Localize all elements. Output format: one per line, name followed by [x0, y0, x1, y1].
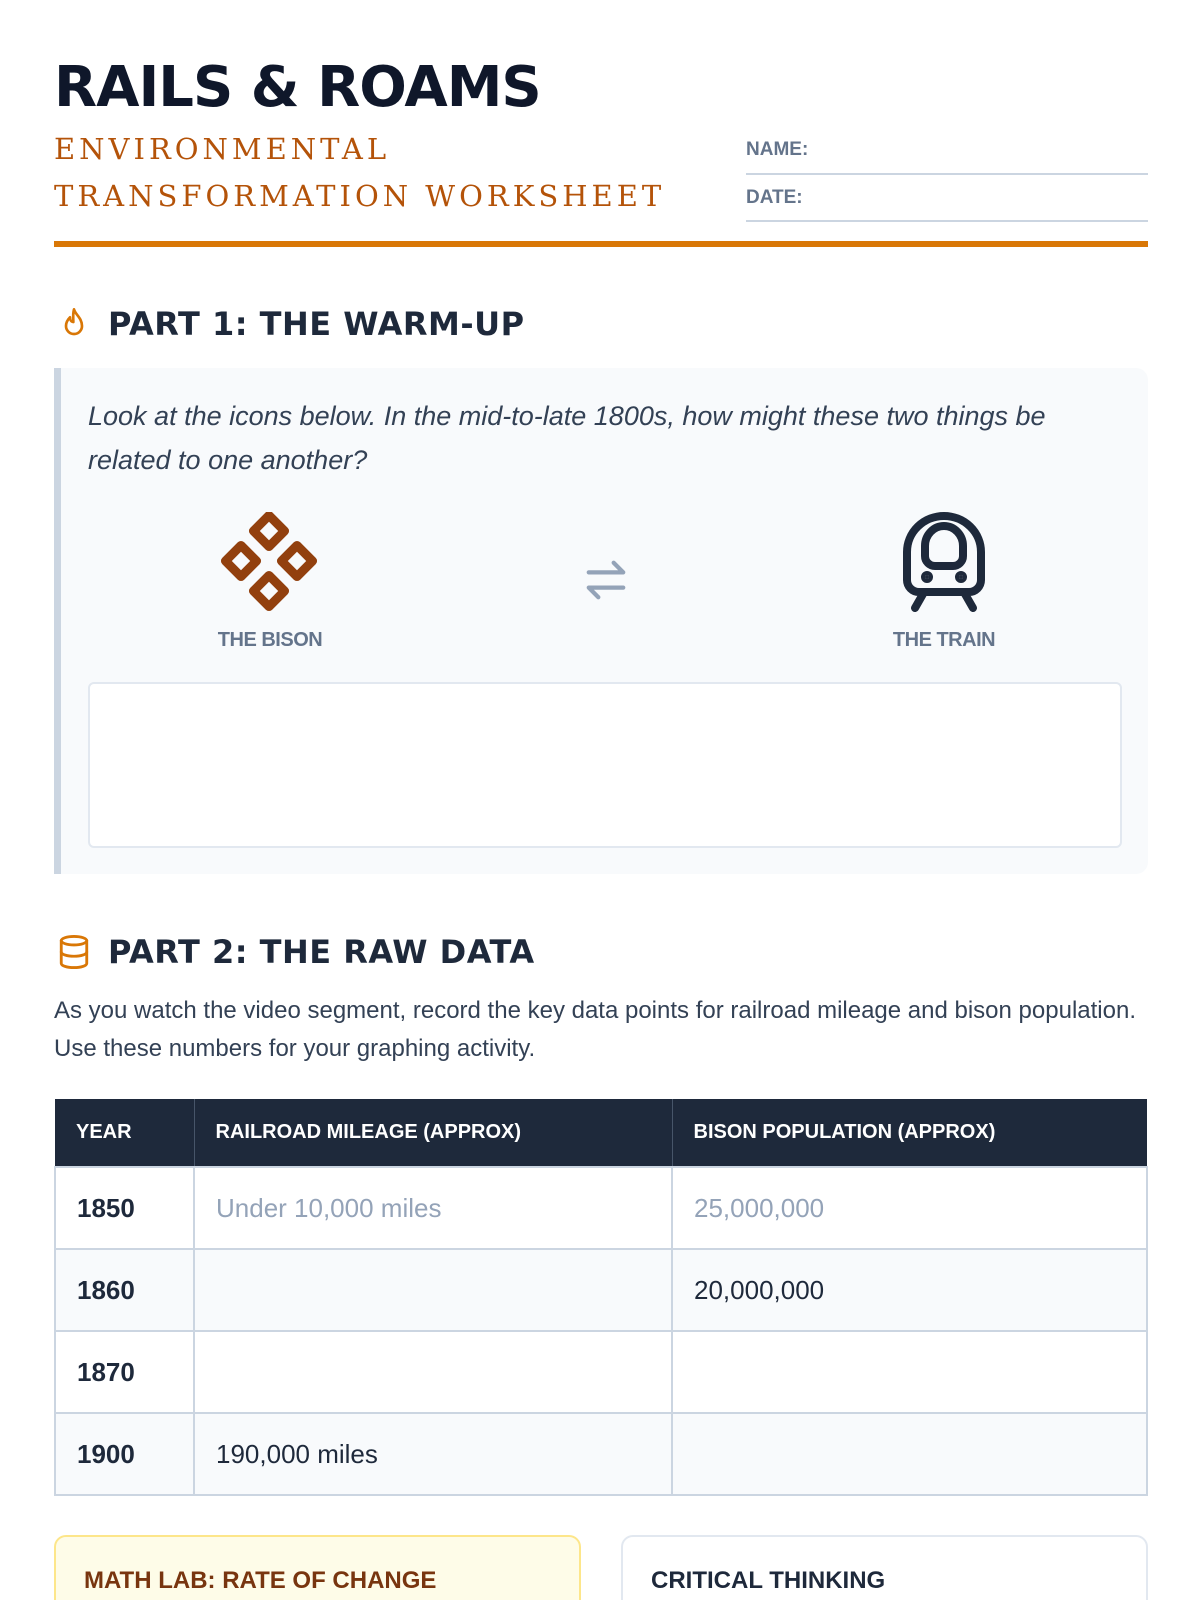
header-divider	[54, 241, 1148, 247]
bison-icon	[220, 512, 320, 617]
name-label: NAME:	[746, 138, 809, 160]
student-info	[746, 126, 1148, 222]
page-title: RAILS & ROAMS	[54, 55, 541, 120]
worksheet-header	[54, 56, 1148, 246]
table-row	[55, 1331, 1147, 1413]
year-cell: 1870	[55, 1331, 194, 1413]
year-cell: 1900	[55, 1413, 194, 1495]
data-table	[54, 1099, 1148, 1496]
column-header-mileage: RAILROAD MILEAGE (APPROX)	[194, 1099, 672, 1167]
bison-item	[210, 512, 330, 652]
exchange-arrows-icon	[578, 554, 634, 606]
database-icon	[54, 932, 94, 972]
bison-cell: 25,000,000	[672, 1167, 1147, 1249]
date-field[interactable]	[746, 175, 1148, 222]
train-item	[882, 512, 1006, 652]
critical-thinking-title: CRITICAL THINKING	[651, 1567, 886, 1594]
page-subtitle: ENVIRONMENTAL TRANSFORMATION WORKSHEET	[54, 132, 666, 213]
mileage-cell[interactable]	[194, 1331, 672, 1413]
bison-cell[interactable]	[672, 1331, 1147, 1413]
table-row	[55, 1249, 1147, 1331]
critical-thinking-card	[621, 1535, 1148, 1600]
table-header-row	[55, 1099, 1147, 1167]
bison-cell[interactable]	[672, 1413, 1147, 1495]
column-header-bison: BISON POPULATION (APPROX)	[672, 1099, 1147, 1167]
part2-instructions: As you watch the video segment, record the key data points for railroad mileage and bison population. Use these numbers for your graphing activity.	[54, 997, 1136, 1062]
part1-heading	[54, 304, 525, 344]
math-lab-title: MATH LAB: RATE OF CHANGE	[84, 1567, 437, 1594]
math-lab-card	[54, 1535, 581, 1600]
train-label: THE TRAIN	[892, 629, 996, 651]
table-row	[55, 1167, 1147, 1249]
mileage-cell: Under 10,000 miles	[194, 1167, 672, 1249]
year-cell: 1860	[55, 1249, 194, 1331]
bison-label: THE BISON	[217, 629, 323, 651]
warmup-answer-box[interactable]	[88, 682, 1122, 848]
date-label: DATE:	[746, 186, 803, 208]
part2-title: PART 2: THE RAW DATA	[108, 933, 535, 971]
train-icon	[901, 512, 987, 617]
mileage-cell[interactable]	[194, 1249, 672, 1331]
flame-icon	[54, 304, 94, 344]
table-row	[55, 1413, 1147, 1495]
warmup-prompt: Look at the icons below. In the mid-to-late 1800s, how might these two things be related to one another?	[88, 401, 1046, 475]
part2-heading	[54, 932, 535, 972]
mileage-cell: 190,000 miles	[194, 1413, 672, 1495]
name-field[interactable]	[746, 126, 1148, 175]
part1-title: PART 1: THE WARM-UP	[108, 305, 525, 343]
bison-cell: 20,000,000	[672, 1249, 1147, 1331]
year-cell: 1850	[55, 1167, 194, 1249]
column-header-year: YEAR	[55, 1099, 194, 1167]
